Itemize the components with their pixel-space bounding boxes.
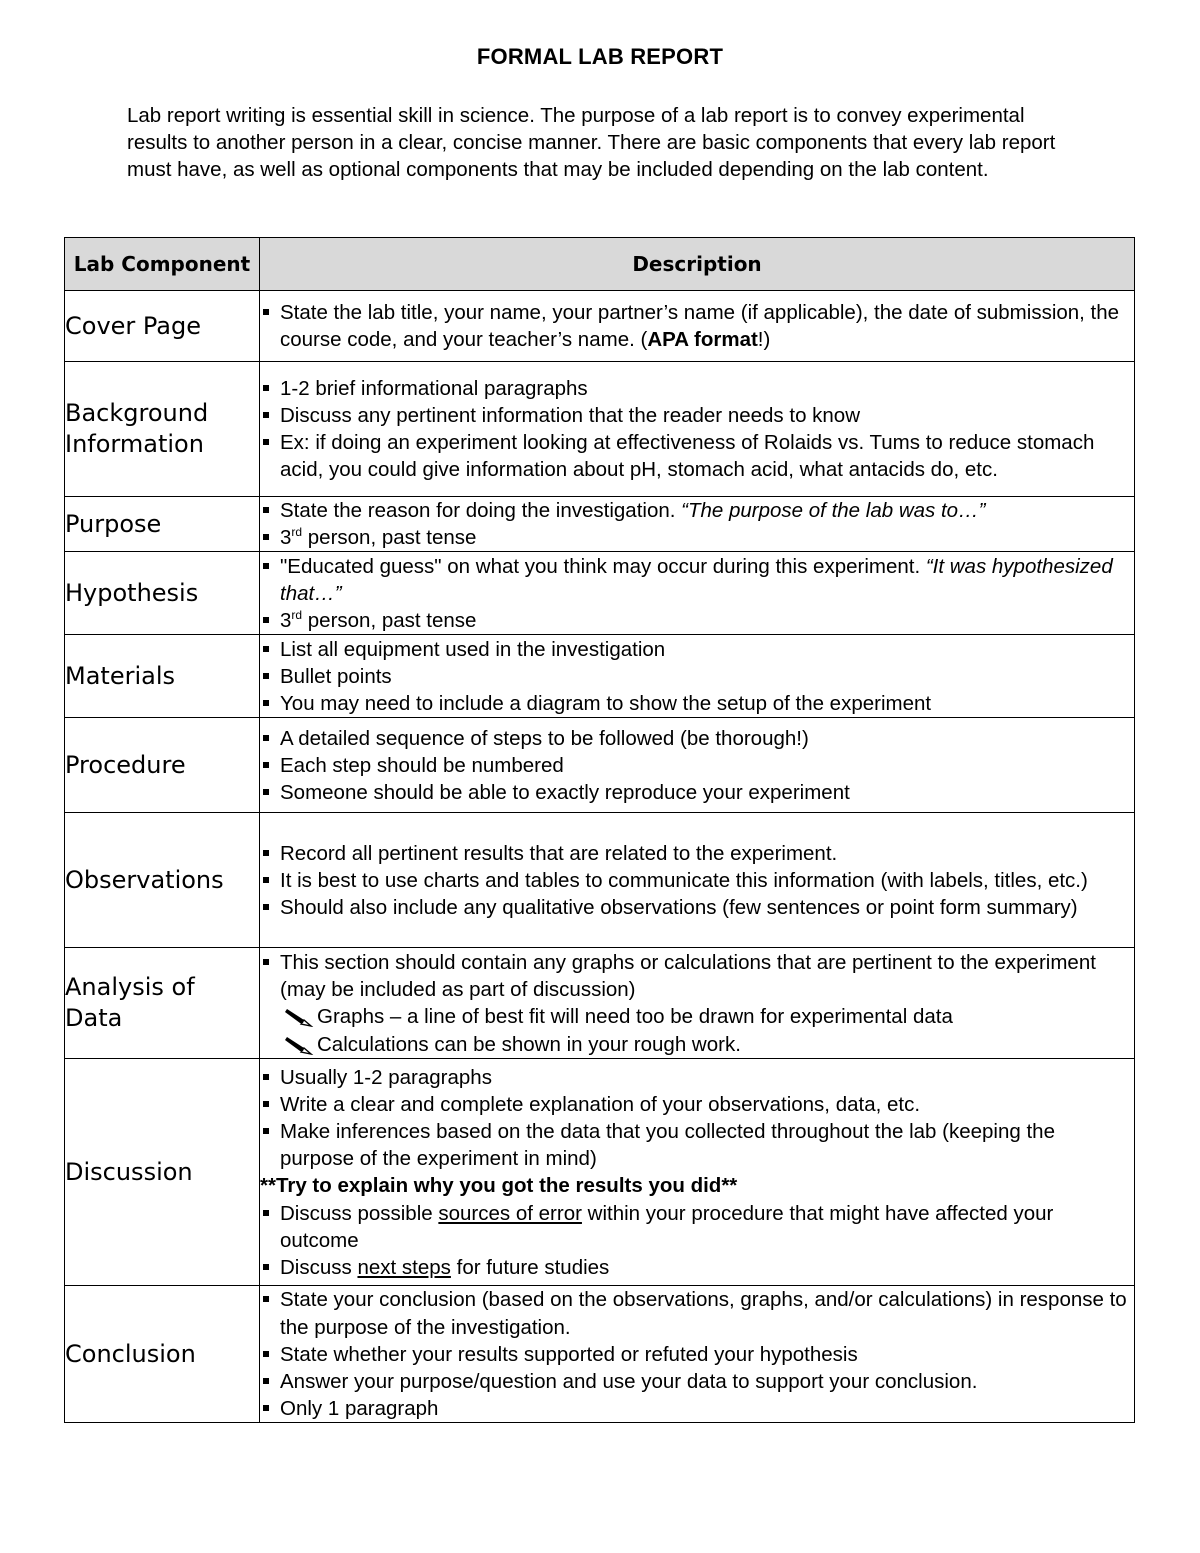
component-name: Purpose (65, 497, 260, 552)
list-item: 3rd person, past tense (260, 607, 1134, 634)
bullet-icon (263, 1378, 269, 1384)
component-description (260, 948, 1135, 1059)
bullet-icon (263, 646, 269, 652)
bullet-icon (263, 959, 269, 965)
bullet-icon (263, 877, 269, 883)
component-description (260, 1286, 1135, 1423)
bullet-icon (263, 850, 269, 856)
list-item: Make inferences based on the data that you collected throughout the lab (keeping the purpose of the experiment in mind) (260, 1118, 1134, 1172)
bullet-icon (263, 673, 269, 679)
component-description (260, 635, 1135, 718)
page-title: FORMAL LAB REPORT (476, 44, 724, 69)
component-name: Discussion (65, 1059, 260, 1286)
column-header-component: Lab Component (65, 238, 260, 291)
component-description (260, 813, 1135, 948)
list-item: It is best to use charts and tables to communicate this information (with labels, titles, etc.) (260, 867, 1134, 894)
list-item: Graphs – a line of best fit will need too be drawn for experimental data (260, 1003, 1134, 1030)
lab-components-table (64, 237, 1135, 1423)
list-item: Only 1 paragraph (260, 1395, 1134, 1422)
table-header-row (65, 238, 1135, 291)
bullet-icon (263, 1101, 269, 1107)
bullet-icon (263, 1264, 269, 1270)
list-item: Record all pertinent results that are related to the experiment. (260, 840, 1134, 867)
list-item: List all equipment used in the investigation (260, 636, 1134, 663)
table-row (65, 635, 1135, 718)
list-item: State whether your results supported or refuted your hypothesis (260, 1341, 1134, 1368)
pencil-icon (284, 1035, 314, 1055)
component-description (260, 552, 1135, 635)
table-row (65, 1059, 1135, 1286)
list-item: Answer your purpose/question and use your data to support your conclusion. (260, 1368, 1134, 1395)
table-row (65, 1286, 1135, 1423)
list-item: Bullet points (260, 663, 1134, 690)
table-row (65, 291, 1135, 362)
list-item: Discuss any pertinent information that the reader needs to know (260, 402, 1134, 429)
component-name: Observations (65, 813, 260, 948)
bullet-icon (263, 1351, 269, 1357)
component-description (260, 1059, 1135, 1286)
list-item: 1-2 brief informational paragraphs (260, 375, 1134, 402)
component-name: Hypothesis (65, 552, 260, 635)
component-description (260, 362, 1135, 497)
bullet-icon (263, 412, 269, 418)
bullet-icon (263, 507, 269, 513)
bullet-icon (263, 1405, 269, 1411)
table-row (65, 813, 1135, 948)
bullet-icon (263, 309, 269, 315)
list-item: Write a clear and complete explanation of your observations, data, etc. (260, 1091, 1134, 1118)
list-item: A detailed sequence of steps to be followed (be thorough!) (260, 725, 1134, 752)
list-item: Usually 1-2 paragraphs (260, 1064, 1134, 1091)
bullet-icon (263, 904, 269, 910)
list-item: "Educated guess" on what you think may occur during this experiment. “It was hypothesized that…” (260, 553, 1134, 607)
component-name: Analysis of Data (65, 948, 260, 1059)
list-item: Ex: if doing an experiment looking at effectiveness of Rolaids vs. Tums to reduce stomach acid, you could give information about pH, stomach acid, what antacids do, etc. (260, 429, 1134, 483)
component-name: Conclusion (65, 1286, 260, 1423)
table-row (65, 362, 1135, 497)
bullet-icon (263, 1128, 269, 1134)
list-item: Each step should be numbered (260, 752, 1134, 779)
table-row (65, 718, 1135, 813)
list-item: Discuss possible sources of error within your procedure that might have affected your outcome (260, 1200, 1134, 1254)
component-description (260, 718, 1135, 813)
bullet-icon (263, 762, 269, 768)
list-item: Calculations can be shown in your rough work. (260, 1031, 1134, 1058)
list-item: This section should contain any graphs or calculations that are pertinent to the experiment (may be included as part of discussion) (260, 949, 1134, 1003)
column-header-description: Description (260, 238, 1135, 291)
component-name: Materials (65, 635, 260, 718)
list-item: State the reason for doing the investigation. “The purpose of the lab was to…” (260, 497, 1134, 524)
bullet-icon (263, 563, 269, 569)
list-item: Someone should be able to exactly reproduce your experiment (260, 779, 1134, 806)
bullet-icon (263, 789, 269, 795)
component-description (260, 497, 1135, 552)
bullet-icon (263, 1074, 269, 1080)
table-row (65, 552, 1135, 635)
bullet-icon (263, 1210, 269, 1216)
bullet-icon (263, 700, 269, 706)
component-name: Background Information (65, 362, 260, 497)
list-item: State the lab title, your name, your partner’s name (if applicable), the date of submission, the course code, and your teacher’s name. (APA format!) (260, 299, 1134, 353)
list-item: Discuss next steps for future studies (260, 1254, 1134, 1281)
list-item: Should also include any qualitative observations (few sentences or point form summary) (260, 894, 1134, 921)
bullet-icon (263, 1296, 269, 1302)
list-item: State your conclusion (based on the observations, graphs, and/or calculations) in response to the purpose of the investigation. (260, 1286, 1134, 1340)
pencil-icon (284, 1007, 314, 1027)
bullet-icon (263, 735, 269, 741)
bullet-icon (263, 439, 269, 445)
table-row (65, 948, 1135, 1059)
bullet-icon (263, 385, 269, 391)
bullet-icon (263, 534, 269, 540)
list-item: You may need to include a diagram to show the setup of the experiment (260, 690, 1134, 717)
table-row (65, 497, 1135, 552)
intro-paragraph: Lab report writing is essential skill in science. The purpose of a lab report is to convey experimental results to another person in a clear, concise manner. There are basic components that every lab report must have, as well as optional components that may be included depending on the lab content. (127, 104, 1056, 181)
component-name: Procedure (65, 718, 260, 813)
component-description (260, 291, 1135, 362)
list-item: 3rd person, past tense (260, 524, 1134, 551)
bullet-icon (263, 617, 269, 623)
emphasis-line: **Try to explain why you got the results you did** (260, 1174, 738, 1198)
component-name: Cover Page (65, 291, 260, 362)
